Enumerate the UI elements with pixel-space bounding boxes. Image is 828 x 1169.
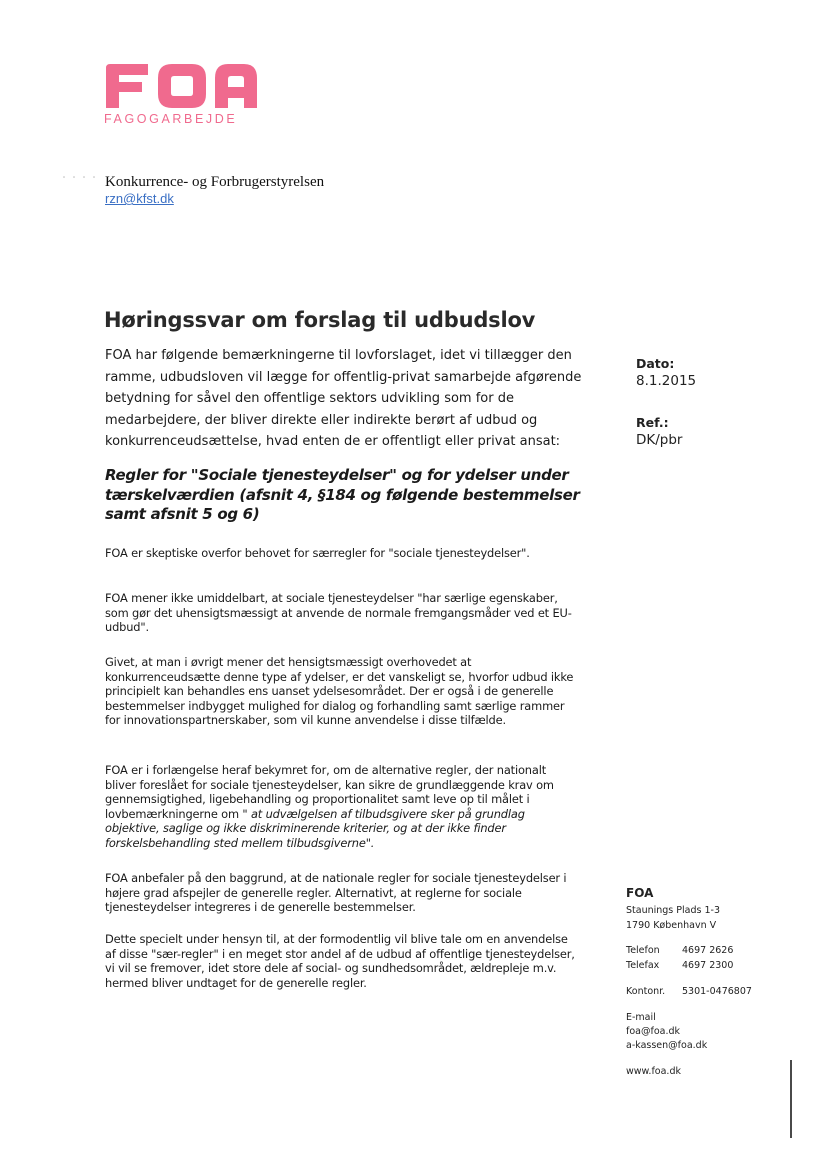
logo-subtitle: FAGOGARBEJDE — [104, 112, 238, 126]
fax-value: 4697 2300 — [682, 960, 734, 971]
contact-email-foa[interactable]: foa@foa.dk — [626, 1026, 681, 1037]
intro-paragraph: FOA har følgende bemærkningerne til lovforslaget, idet vi tillægger den ramme, udbudsloven vil lægge for offentlig-privat samarbejde afgørende betydning for såvel den offentlige sektors udvikling som for de medarbejdere, der bliver direkte eller indirekte berørt af udbud og konkurrenceudsættelse, hvad enten de er offentligt eller privat ansat: — [105, 348, 582, 449]
section-heading: Regler for "Sociale tjenesteydelser" og for ydelser under tærskelværdien (afsnit 4, §184 og følgende bestemmelser samt afsnit 5 og 6) — [105, 466, 580, 523]
date-value: 8.1.2015 — [636, 373, 697, 389]
body-paragraph-1: FOA er skeptiske overfor behovet for særregler for "sociale tjenesteydelser". — [105, 546, 530, 560]
contact-org-name: FOA — [626, 886, 654, 900]
body-paragraph-2: FOA mener ikke umiddelbart, at sociale tjenesteydelser "har særlige egenskaber, som gør det uhensigtsmæssigt at anvende de normale fremgangsmåder ved et EU-udbud". — [105, 591, 572, 634]
recipient-email-link[interactable]: rzn@kfst.dk — [105, 191, 174, 206]
document-title: Høringssvar om forslag til udbudslov — [104, 308, 536, 332]
ref-label: Ref.: — [636, 415, 669, 430]
scan-artifact — [60, 174, 100, 180]
contact-website-link[interactable]: www.foa.dk — [626, 1066, 681, 1077]
date-label: Dato: — [636, 356, 675, 371]
scan-edge-line — [790, 1060, 792, 1138]
contact-email-label: E-mail — [626, 1012, 656, 1023]
body-paragraph-4 — [105, 763, 577, 850]
contact-address-line1: Staunings Plads 1-3 — [626, 905, 720, 916]
account-value: 5301-0476807 — [682, 986, 752, 997]
paragraph-4-quote: at udvælgelsen af tilbudsgivere sker på grundlag objektive, saglige og ikke diskriminerende kriterier, og at der ikke finder forskelsbehandling sted mellem tilbudsgiverne". — [105, 806, 525, 850]
recipient-name: Konkurrence- og Forbrugerstyrelsen — [105, 174, 325, 190]
contact-email-akassen[interactable]: a-kassen@foa.dk — [626, 1040, 708, 1051]
phone-value: 4697 2626 — [682, 945, 734, 956]
account-label: Kontonr. — [626, 986, 666, 997]
ref-value: DK/pbr — [636, 432, 683, 448]
contact-address-line2: 1790 København V — [626, 920, 717, 931]
body-paragraph-5: FOA anbefaler på den baggrund, at de nationale regler for sociale tjenesteydelser i højere grad afspejler de generelle regler. Alternativt, at reglerne for sociale tjenesteydelser integreres i de generelle bestemmelser. — [105, 871, 567, 914]
body-paragraph-3: Givet, at man i øvrigt mener det hensigtsmæssigt overhovedet at konkurrenceudsætte denne type af ydelser, er det vanskeligt se, hvorfor udbud ikke principielt kan behandles ens uanset ydelsesområdet. Der er også i de generelle bestemmelser indbygget mulighed for dialog og forhandling samt særlige rammer for innovationspartnerskaber, som vil kunne anvendelse i disse tilfælde. — [105, 655, 574, 727]
paragraph-4-text: FOA er i forlængelse heraf bekymret for, om de alternative regler, der nationalt bliver foreslået for sociale tjenesteydelser, kan sikre de grundlæggende krav om gennemsigtighed, ligebehandling og proportionalitet samt leve op til målet i lovbemærkningerne om " — [105, 763, 554, 821]
body-paragraph-6: Dette specielt under hensyn til, at der formodentlig vil blive tale om en anvendelse af disse "sær-regler" i en meget stor andel af de udbud af offentlige tjenesteydelser, vi vil se fremover, idet store dele af social- og sundhedsområdet, ældrepleje m.v. hermed bliver undtaget for de generelle regler. — [105, 932, 575, 990]
foa-logo — [104, 62, 259, 110]
phone-label: Telefon — [626, 945, 660, 956]
fax-label: Telefax — [626, 960, 660, 971]
